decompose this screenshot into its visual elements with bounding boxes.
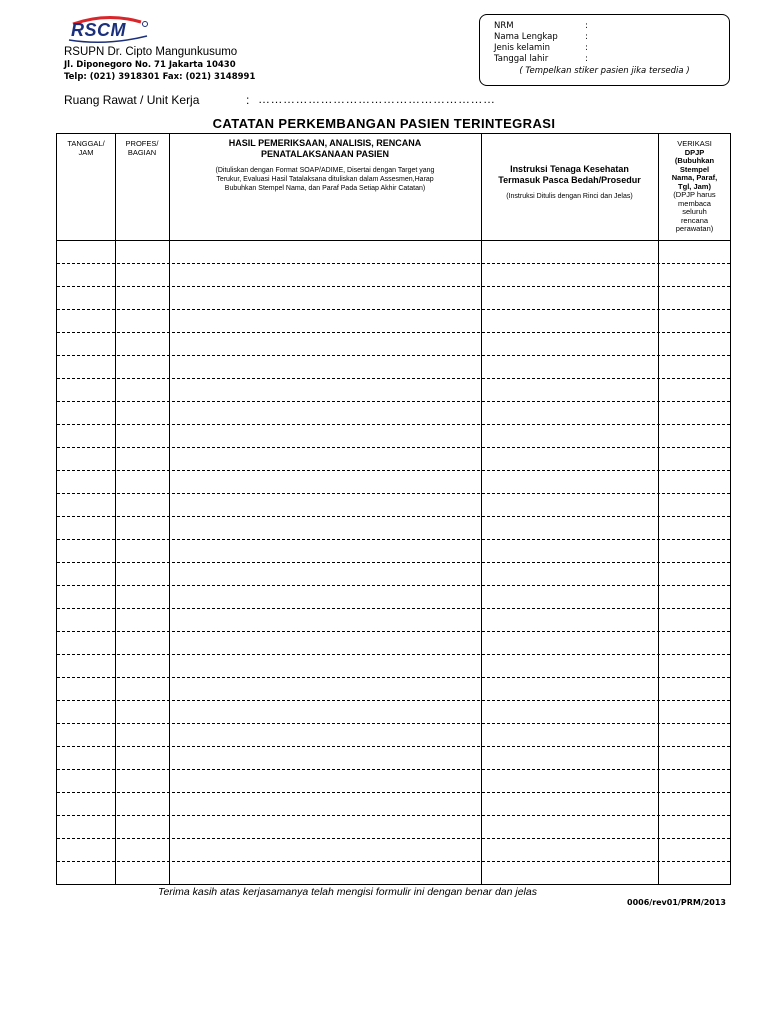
- row-divider: [57, 700, 730, 701]
- row-divider: [57, 861, 730, 862]
- row-divider: [57, 608, 730, 609]
- row-divider: [57, 838, 730, 839]
- row-divider: [57, 378, 730, 379]
- row-divider: [57, 516, 730, 517]
- row-divider: [57, 723, 730, 724]
- progress-notes-table: [56, 133, 731, 885]
- column-divider: [115, 134, 116, 884]
- header-instructions: Instruksi Tenaga Kesehatan Termasuk Pasca Bedah/Prosedur (Instruksi Ditulis dengan Rinci dan Jelas): [498, 164, 641, 200]
- row-divider: [57, 677, 730, 678]
- patient-field-label: Jenis kelamin: [494, 43, 551, 53]
- sticker-note: ( Tempelkan stiker pasien jika tersedia ): [519, 66, 690, 76]
- row-divider: [57, 355, 730, 356]
- row-divider: [57, 746, 730, 747]
- hospital-name: RSUPN Dr. Cipto Mangunkusumo: [64, 46, 238, 58]
- row-divider: [57, 631, 730, 632]
- ward-label: Ruang Rawat / Unit Kerja: [64, 93, 200, 107]
- header-results: HASIL PEMERIKSAAN, ANALISIS, RENCANA PENATALAKSANAAN PASIEN (Dituliskan dengan Format SOAP/ADIME, Disertai dengan Target yang Terukur, Evaluasi Hasil Tatalaksana dituliskan dalam Assesmen,Harap Bubuhkan Stempel Nama, dan Paraf Pada Setiap Akhir Catatan): [215, 138, 435, 192]
- patient-field-nrm: NRM :: [494, 21, 588, 31]
- patient-field-label: Nama Lengkap: [494, 32, 558, 42]
- header-divider: [57, 240, 730, 241]
- ward-field[interactable]: …………………………………………………: [258, 92, 496, 106]
- logo-text: RSCM: [71, 20, 126, 40]
- row-divider: [57, 286, 730, 287]
- row-divider: [57, 654, 730, 655]
- form-code: 0006/rev01/PRM/2013: [627, 898, 726, 907]
- row-divider: [57, 539, 730, 540]
- patient-sticker-box[interactable]: [479, 14, 730, 86]
- ward-colon: :: [246, 93, 250, 107]
- header-dpjp-verification: VERIKASI DPJP (Bubuhkan Stempel Nama, Paraf, Tgl, Jam) (DPJP harus membaca seluruh rencana perawatan): [671, 139, 718, 233]
- header-date-time: TANGGAL/ JAM: [67, 139, 105, 157]
- row-divider: [57, 309, 730, 310]
- row-divider: [57, 401, 730, 402]
- row-divider: [57, 470, 730, 471]
- row-divider: [57, 424, 730, 425]
- rscm-logo: [67, 14, 152, 44]
- row-divider: [57, 585, 730, 586]
- hospital-phone: Telp: (021) 3918301 Fax: (021) 3148991: [64, 72, 256, 82]
- row-divider: [57, 447, 730, 448]
- patient-field-sex: Jenis kelamin :: [494, 43, 588, 53]
- row-divider: [57, 792, 730, 793]
- column-divider: [169, 134, 170, 884]
- header-profession: PROFES/ BAGIAN: [125, 139, 159, 157]
- patient-field-dob: Tanggal lahir :: [494, 54, 588, 64]
- form-title: CATATAN PERKEMBANGAN PASIEN TERINTEGRASI: [212, 116, 556, 131]
- row-divider: [57, 562, 730, 563]
- hospital-address: Jl. Diponegoro No. 71 Jakarta 10430: [64, 60, 236, 70]
- row-divider: [57, 493, 730, 494]
- row-divider: [57, 769, 730, 770]
- patient-field-name: Nama Lengkap :: [494, 32, 588, 42]
- column-divider: [481, 134, 482, 884]
- patient-field-label: Tanggal lahir: [494, 54, 549, 64]
- patient-field-label: NRM: [494, 21, 514, 31]
- row-divider: [57, 332, 730, 333]
- row-divider: [57, 815, 730, 816]
- column-divider: [658, 134, 659, 884]
- footer-thanks: Terima kasih atas kerjasamanya telah mengisi formulir ini dengan benar dan jelas: [158, 886, 537, 898]
- row-divider: [57, 263, 730, 264]
